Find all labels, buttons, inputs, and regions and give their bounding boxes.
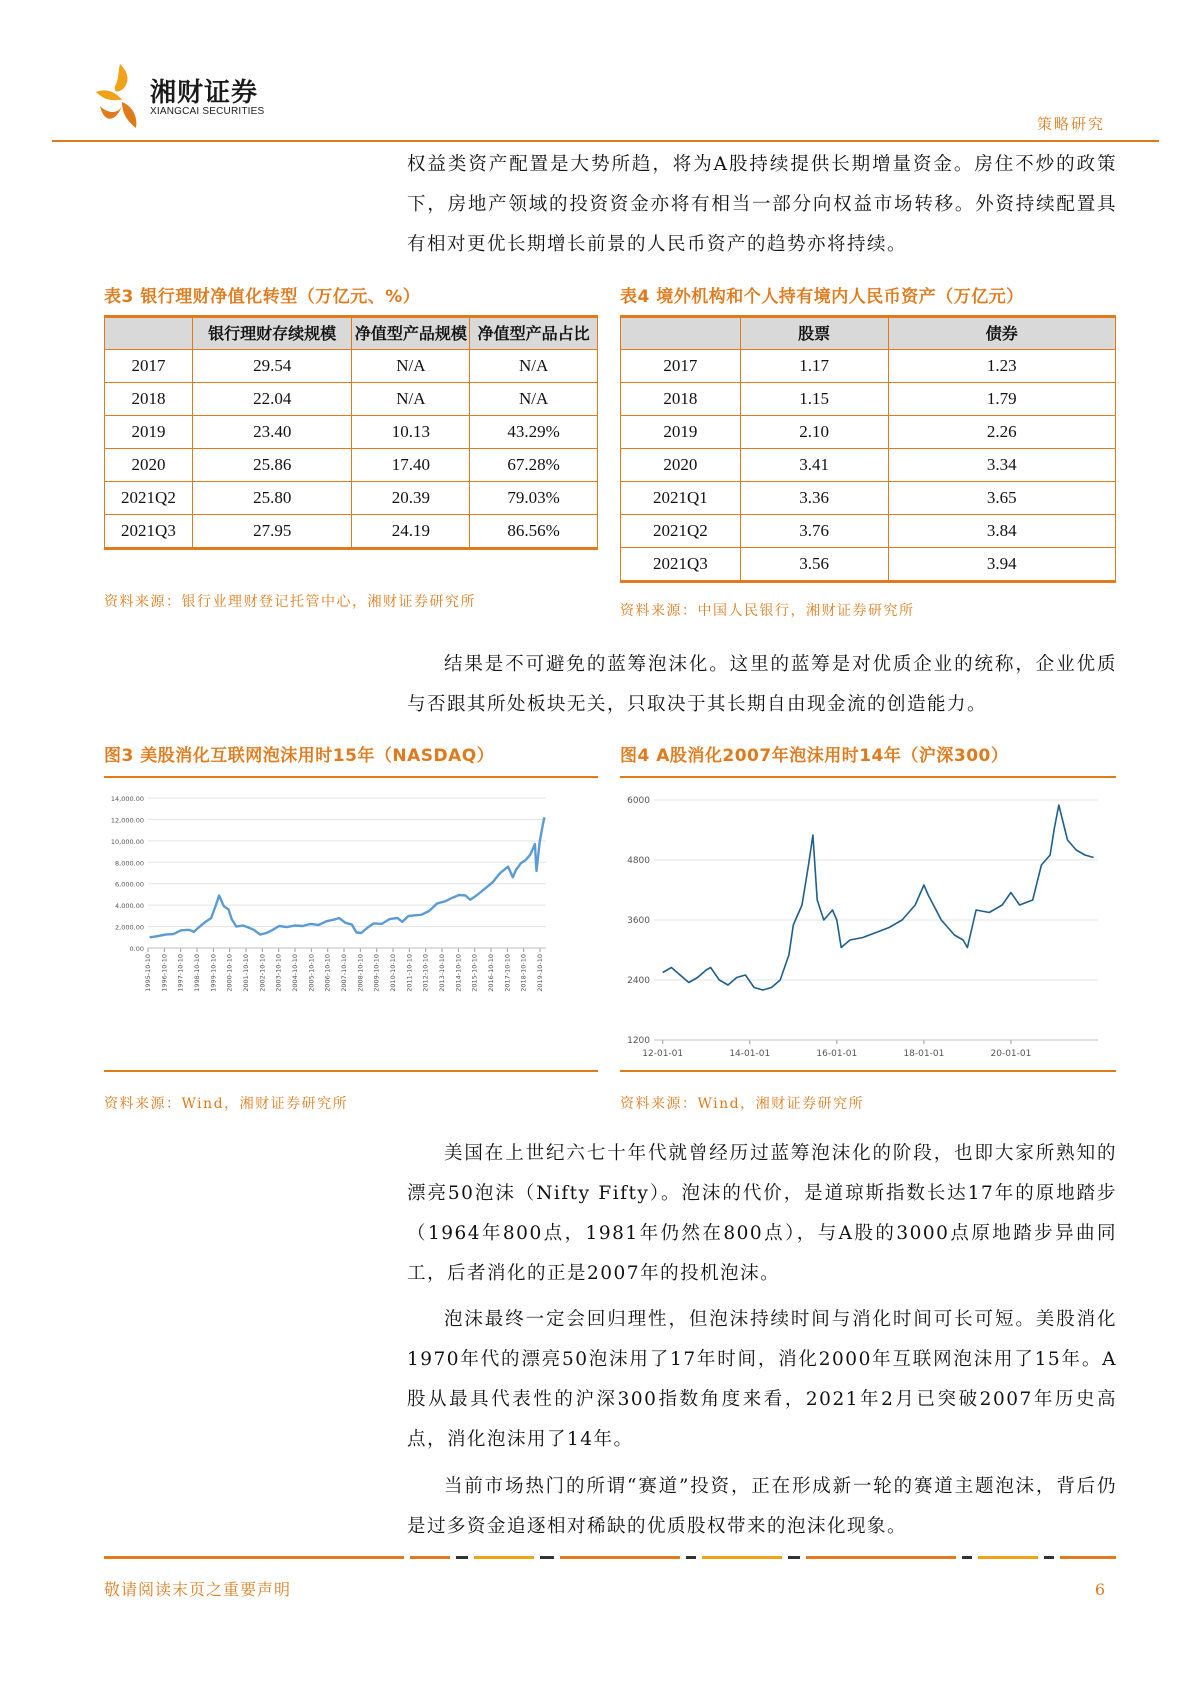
table-cell: 1.17: [740, 350, 888, 383]
table-cell: 2021Q2: [105, 482, 193, 515]
table-cell: 3.65: [888, 482, 1115, 515]
nifty-paragraph: 美国在上世纪六七十年代就曾经历过蓝筹泡沫化的阶段，也即大家所熟知的漂亮50泡沫（Nifty Fifty）。泡沫的代价，是道琼斯指数长达17年的原地踏步（1964年800点，1981年仍然在800点），与A股的3000点原地踏步异曲同工，后者消化的正是2007年的投机泡沫。: [407, 1143, 1117, 1284]
x-tick-label: 2019-10-10: [536, 954, 545, 992]
table-row: [105, 383, 598, 416]
section-label: 策略研究: [1036, 115, 1105, 133]
table-cell: 25.86: [192, 449, 352, 482]
table-header-cell: 股票: [740, 317, 888, 350]
table-cell: 17.40: [352, 449, 470, 482]
table-header-row: [621, 317, 1116, 350]
table-cell: 24.19: [352, 515, 470, 549]
table-row: [105, 515, 598, 549]
page-number: 6: [1094, 1580, 1105, 1599]
table-row: [105, 416, 598, 449]
footer-disclaimer: 敬请阅读末页之重要声明: [104, 1580, 292, 1599]
table-cell: N/A: [470, 350, 598, 383]
y-tick-label: 2,000.00: [115, 923, 144, 932]
x-tick-label: 1998-10-10: [193, 954, 202, 992]
table3-caption: 表3 银行理财净值化转型（万亿元、%）: [104, 287, 421, 307]
table-cell: 10.13: [352, 416, 470, 449]
table-cell: 2020: [621, 449, 741, 482]
chart3-caption: 图3 美股消化互联网泡沫用时15年（NASDAQ）: [104, 746, 495, 766]
logo-text-en: XIANGCAI SECURITIES: [150, 106, 265, 117]
table-cell: 3.84: [888, 515, 1115, 548]
table-cell: 2021Q3: [105, 515, 193, 549]
table-header-cell: 净值型产品占比: [470, 317, 598, 350]
table-row: [105, 449, 598, 482]
x-tick-label: 2011-10-10: [405, 954, 414, 992]
table-row: [621, 449, 1116, 482]
table-cell: 2.26: [888, 416, 1115, 449]
y-tick-label: 0.00: [129, 945, 144, 953]
table-header-cell: [105, 317, 193, 350]
table-row: [621, 416, 1116, 449]
x-tick-label: 1995-10-10: [144, 954, 152, 992]
chart3-source: 资料来源：Wind，湘财证券研究所: [104, 1096, 349, 1112]
table-header-row: [105, 317, 598, 350]
table-cell: 86.56%: [470, 515, 598, 549]
x-tick-label: 2003-10-10: [274, 954, 283, 992]
x-tick-label: 2001-10-10: [242, 954, 251, 992]
table4-source: 资料来源：中国人民银行，湘财证券研究所: [620, 603, 915, 619]
table-cell: 2020: [105, 449, 193, 482]
x-tick-label: 2014-10-10: [454, 954, 463, 992]
table-cell: 1.15: [740, 383, 888, 416]
table-cell: 3.94: [888, 548, 1115, 582]
table-cell: 67.28%: [470, 449, 598, 482]
bubble-paragraph: 泡沫最终一定会回归理性，但泡沫持续时间与消化时间可长可短。美股消化1970年代的漂亮50泡沫用了17年时间，消化2000年互联网泡沫用了15年。A股从最具代表性的沪深300指数角度来看，2021年2月已突破2007年历史高点，消化泡沫用了14年。: [407, 1309, 1117, 1450]
x-tick-label: 12-01-01: [642, 1049, 684, 1059]
x-tick-label: 16-01-01: [816, 1049, 858, 1059]
series-line: [663, 805, 1094, 990]
table-row: [621, 548, 1116, 582]
x-tick-label: 2009-10-10: [372, 954, 381, 992]
table-cell: 22.04: [192, 383, 352, 416]
table-cell: 3.36: [740, 482, 888, 515]
x-tick-label: 1999-10-10: [209, 954, 218, 992]
table-cell: N/A: [470, 383, 598, 416]
table-cell: 3.41: [740, 449, 888, 482]
table-cell: 3.56: [740, 548, 888, 582]
series-line: [150, 817, 545, 937]
table-row: [621, 515, 1116, 548]
x-tick-label: 2015-10-10: [470, 954, 479, 992]
table-cell: 2017: [621, 350, 741, 383]
table-row: [621, 383, 1116, 416]
x-tick-label: 2000-10-10: [225, 954, 234, 992]
mid-paragraph: 结果是不可避免的蓝筹泡沫化。这里的蓝筹是对优质企业的统称，企业优质与否跟其所处板块无关，只取决于其长期自由现金流的创造能力。: [407, 654, 1117, 715]
x-tick-label: 2010-10-10: [389, 954, 398, 992]
table-row: [621, 482, 1116, 515]
hs300-chart: [620, 778, 1116, 1070]
x-tick-label: 20-01-01: [990, 1049, 1032, 1059]
y-tick-label: 4,000.00: [115, 902, 144, 911]
y-tick-label: 8,000.00: [115, 859, 144, 868]
y-tick-label: 2400: [627, 976, 650, 986]
x-tick-label: 2008-10-10: [356, 954, 365, 992]
y-tick-label: 6,000.00: [115, 880, 144, 889]
table-cell: 27.95: [192, 515, 352, 549]
y-tick-label: 3600: [627, 916, 650, 926]
table-cell: 2021Q3: [621, 548, 741, 582]
x-tick-label: 2018-10-10: [519, 954, 528, 992]
table-cell: 1.79: [888, 383, 1115, 416]
nasdaq-chart: [104, 778, 598, 1070]
table-header-cell: 银行理财存续规模: [192, 317, 352, 350]
footer-dash-rule: [104, 1554, 1116, 1562]
x-tick-label: 2004-10-10: [291, 954, 300, 992]
table-cell: 43.29%: [470, 416, 598, 449]
y-tick-label: 4800: [627, 856, 650, 866]
x-tick-label: 2016-10-10: [487, 954, 496, 992]
table3-source: 资料来源：银行业理财登记托管中心，湘财证券研究所: [104, 594, 476, 610]
chart4-source: 资料来源：Wind，湘财证券研究所: [620, 1096, 865, 1112]
x-tick-label: 14-01-01: [729, 1049, 771, 1059]
x-tick-label: 1996-10-10: [160, 954, 169, 992]
x-tick-label: 2006-10-10: [323, 954, 332, 992]
x-tick-label: 2017-10-10: [503, 954, 512, 992]
table-cell: 20.39: [352, 482, 470, 515]
table-row: [621, 350, 1116, 383]
chart4-caption: 图4 A股消化2007年泡沫用时14年（沪深300）: [620, 746, 1009, 766]
table-cell: 1.23: [888, 350, 1115, 383]
table-header-cell: [621, 317, 741, 350]
table-cell: 2017: [105, 350, 193, 383]
intro-paragraph: 权益类资产配置是大势所趋，将为A股持续提供长期增量资金。房住不炒的政策下，房地产领域的投资资金亦将有相当一部分向权益市场转移。外资持续配置具有相对更优长期增长前景的人民币资产的趋势亦将持续。: [407, 154, 1117, 255]
table-cell: 2018: [105, 383, 193, 416]
x-tick-label: 1997-10-10: [176, 954, 185, 992]
table4: [620, 315, 1116, 583]
x-tick-label: 2013-10-10: [438, 954, 447, 992]
x-tick-label: 2012-10-10: [421, 954, 430, 992]
x-tick-label: 18-01-01: [903, 1049, 945, 1059]
table-cell: 2.10: [740, 416, 888, 449]
chart4-frame: [620, 776, 1116, 1072]
table-cell: 79.03%: [470, 482, 598, 515]
x-tick-label: 2005-10-10: [307, 954, 316, 992]
table-header-cell: 净值型产品规模: [352, 317, 470, 350]
table3: [104, 315, 598, 550]
header-rule: [52, 140, 1159, 142]
table-cell: 23.40: [192, 416, 352, 449]
table-cell: 29.54: [192, 350, 352, 383]
chart3-frame: [104, 776, 598, 1072]
table-cell: 2021Q1: [621, 482, 741, 515]
table-cell: 3.76: [740, 515, 888, 548]
table-cell: 25.80: [192, 482, 352, 515]
table-row: [105, 350, 598, 383]
table-row: [105, 482, 598, 515]
y-tick-label: 14,000.00: [110, 795, 144, 803]
table-cell: N/A: [352, 350, 470, 383]
table-cell: 2018: [621, 383, 741, 416]
y-tick-label: 6000: [627, 796, 650, 806]
track-paragraph: 当前市场热门的所谓“赛道”投资，正在形成新一轮的赛道主题泡沫，背后仍是过多资金追逐相对稀缺的优质股权带来的泡沫化现象。: [407, 1476, 1117, 1537]
table-cell: 3.34: [888, 449, 1115, 482]
table-cell: 2021Q2: [621, 515, 741, 548]
table-cell: 2019: [105, 416, 193, 449]
table4-caption: 表4 境外机构和个人持有境内人民币资产（万亿元）: [620, 287, 1024, 307]
y-tick-label: 1200: [627, 1036, 650, 1046]
y-tick-label: 12,000.00: [110, 816, 144, 825]
logo-text-cn: 湘财证券: [150, 78, 259, 108]
y-tick-label: 10,000.00: [110, 837, 144, 846]
table-header-cell: 债券: [888, 317, 1115, 350]
logo-mark: [92, 62, 148, 130]
table-cell: N/A: [352, 383, 470, 416]
table-cell: 2019: [621, 416, 741, 449]
x-tick-label: 2007-10-10: [340, 954, 349, 992]
x-tick-label: 2002-10-10: [258, 954, 267, 992]
